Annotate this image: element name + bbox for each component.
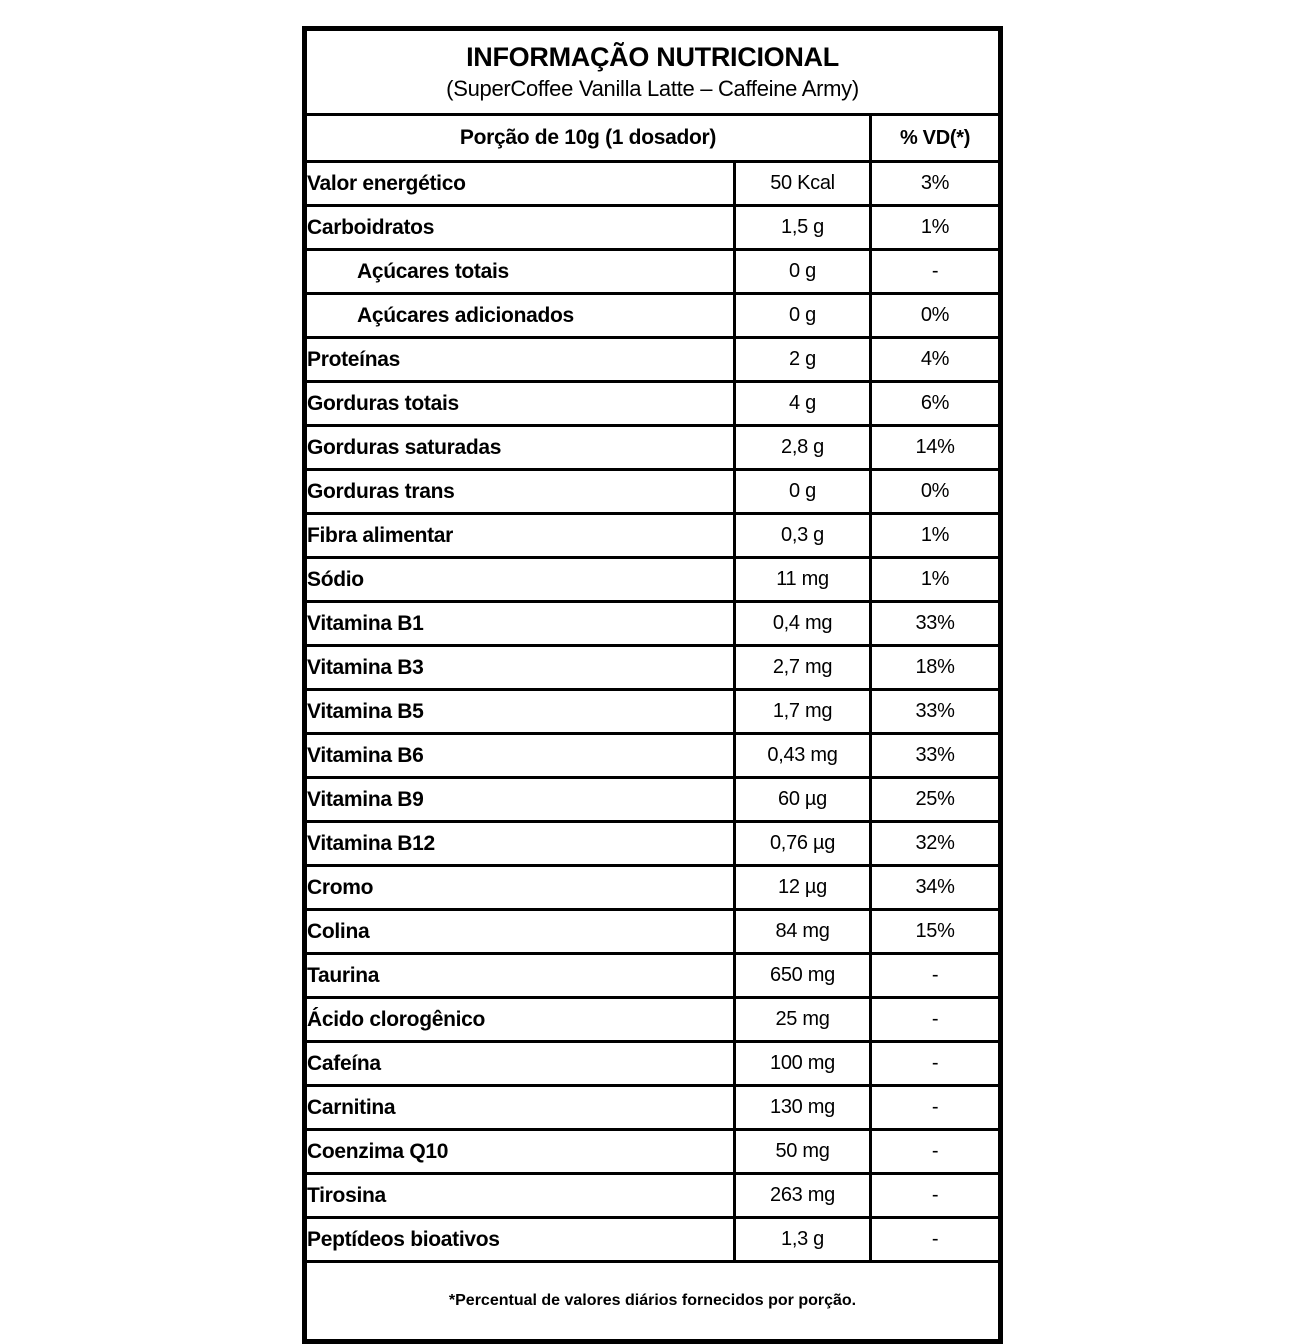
nutrient-label: Proteínas xyxy=(305,338,735,382)
nutrient-amount: 12 µg xyxy=(735,866,871,910)
nutrient-dv: 0% xyxy=(871,470,1001,514)
nutrient-dv: - xyxy=(871,954,1001,998)
nutrient-dv: 32% xyxy=(871,822,1001,866)
table-row xyxy=(305,822,1001,866)
nutrient-amount: 100 mg xyxy=(735,1042,871,1086)
nutrient-amount: 0 g xyxy=(735,470,871,514)
table-row xyxy=(305,778,1001,822)
nutrient-amount: 1,5 g xyxy=(735,206,871,250)
nutrient-amount: 2,8 g xyxy=(735,426,871,470)
nutrient-dv: - xyxy=(871,1042,1001,1086)
nutrient-label: Carboidratos xyxy=(305,206,735,250)
nutrient-amount: 0,4 mg xyxy=(735,602,871,646)
table-row xyxy=(305,162,1001,206)
nutrient-dv: - xyxy=(871,1130,1001,1174)
nutrient-label: Ácido clorogênico xyxy=(305,998,735,1042)
nutrient-amount: 0,76 µg xyxy=(735,822,871,866)
nutrient-amount: 4 g xyxy=(735,382,871,426)
title-cell xyxy=(305,29,1001,115)
table-row xyxy=(305,602,1001,646)
nutrient-amount: 50 Kcal xyxy=(735,162,871,206)
nutrition-table xyxy=(302,26,1003,1344)
nutrient-label: Colina xyxy=(305,910,735,954)
nutrient-label: Taurina xyxy=(305,954,735,998)
nutrient-dv: 34% xyxy=(871,866,1001,910)
nutrient-dv: 15% xyxy=(871,910,1001,954)
nutrient-dv: 33% xyxy=(871,602,1001,646)
nutrient-dv: 6% xyxy=(871,382,1001,426)
table-row xyxy=(305,558,1001,602)
table-row xyxy=(305,294,1001,338)
table-row xyxy=(305,382,1001,426)
nutrient-label: Valor energético xyxy=(305,162,735,206)
serving-header: Porção de 10g (1 dosador) xyxy=(305,115,871,162)
nutrient-label: Cromo xyxy=(305,866,735,910)
table-row xyxy=(305,910,1001,954)
nutrient-dv: 33% xyxy=(871,734,1001,778)
table-row xyxy=(305,338,1001,382)
nutrient-amount: 0 g xyxy=(735,294,871,338)
table-row xyxy=(305,470,1001,514)
nutrient-dv: 1% xyxy=(871,558,1001,602)
nutrient-label: Vitamina B1 xyxy=(305,602,735,646)
nutrient-amount: 1,7 mg xyxy=(735,690,871,734)
nutrient-amount: 60 µg xyxy=(735,778,871,822)
nutrient-label: Coenzima Q10 xyxy=(305,1130,735,1174)
nutrient-amount: 650 mg xyxy=(735,954,871,998)
nutrient-dv: 0% xyxy=(871,294,1001,338)
nutrient-label: Açúcares totais xyxy=(305,250,735,294)
nutrient-dv: 1% xyxy=(871,514,1001,558)
nutrient-amount: 50 mg xyxy=(735,1130,871,1174)
nutrient-amount: 130 mg xyxy=(735,1086,871,1130)
table-row xyxy=(305,206,1001,250)
table-row xyxy=(305,1086,1001,1130)
nutrient-amount: 25 mg xyxy=(735,998,871,1042)
table-row xyxy=(305,514,1001,558)
nutrient-dv: 14% xyxy=(871,426,1001,470)
nutrient-amount: 2 g xyxy=(735,338,871,382)
nutrient-amount: 0,43 mg xyxy=(735,734,871,778)
nutrient-amount: 2,7 mg xyxy=(735,646,871,690)
nutrient-label: Carnitina xyxy=(305,1086,735,1130)
nutrient-label: Gorduras totais xyxy=(305,382,735,426)
nutrient-label: Açúcares adicionados xyxy=(305,294,735,338)
dv-header: % VD(*) xyxy=(871,115,1001,162)
nutrient-label: Gorduras trans xyxy=(305,470,735,514)
nutrient-dv: - xyxy=(871,998,1001,1042)
nutrient-label: Vitamina B6 xyxy=(305,734,735,778)
table-row xyxy=(305,1174,1001,1218)
nutrient-dv: 4% xyxy=(871,338,1001,382)
header-row xyxy=(305,115,1001,162)
table-row xyxy=(305,954,1001,998)
nutrient-dv: 25% xyxy=(871,778,1001,822)
nutrient-amount: 84 mg xyxy=(735,910,871,954)
nutrient-dv: 33% xyxy=(871,690,1001,734)
table-row xyxy=(305,646,1001,690)
table-row xyxy=(305,250,1001,294)
nutrient-label: Sódio xyxy=(305,558,735,602)
nutrient-dv: - xyxy=(871,1086,1001,1130)
table-title: INFORMAÇÃO NUTRICIONAL xyxy=(466,41,839,72)
nutrient-dv: 1% xyxy=(871,206,1001,250)
table-subtitle: (SuperCoffee Vanilla Latte – Caffeine Army) xyxy=(446,75,859,101)
nutrient-label: Vitamina B12 xyxy=(305,822,735,866)
table-row xyxy=(305,734,1001,778)
table-row xyxy=(305,866,1001,910)
nutrient-dv: 18% xyxy=(871,646,1001,690)
nutrient-amount: 1,3 g xyxy=(735,1218,871,1262)
table-row xyxy=(305,690,1001,734)
nutrient-dv: - xyxy=(871,250,1001,294)
nutrient-label: Vitamina B5 xyxy=(305,690,735,734)
table-row xyxy=(305,1218,1001,1262)
nutrient-amount: 11 mg xyxy=(735,558,871,602)
nutrient-label: Fibra alimentar xyxy=(305,514,735,558)
table-row xyxy=(305,1130,1001,1174)
nutrient-amount: 263 mg xyxy=(735,1174,871,1218)
table-row xyxy=(305,426,1001,470)
nutrient-label: Tirosina xyxy=(305,1174,735,1218)
table-row xyxy=(305,998,1001,1042)
nutrient-label: Vitamina B9 xyxy=(305,778,735,822)
nutrient-dv: 3% xyxy=(871,162,1001,206)
nutrient-label: Gorduras saturadas xyxy=(305,426,735,470)
nutrient-dv: - xyxy=(871,1218,1001,1262)
title-row xyxy=(305,29,1001,115)
nutrient-label: Cafeína xyxy=(305,1042,735,1086)
table-row xyxy=(305,1042,1001,1086)
nutrient-dv: - xyxy=(871,1174,1001,1218)
nutrition-table-body xyxy=(305,29,1001,1342)
nutrient-amount: 0,3 g xyxy=(735,514,871,558)
nutrient-label: Vitamina B3 xyxy=(305,646,735,690)
nutrient-label: Peptídeos bioativos xyxy=(305,1218,735,1262)
nutrient-amount: 0 g xyxy=(735,250,871,294)
footnote-row xyxy=(305,1262,1001,1342)
footnote: *Percentual de valores diários fornecidos por porção. xyxy=(305,1262,1001,1342)
